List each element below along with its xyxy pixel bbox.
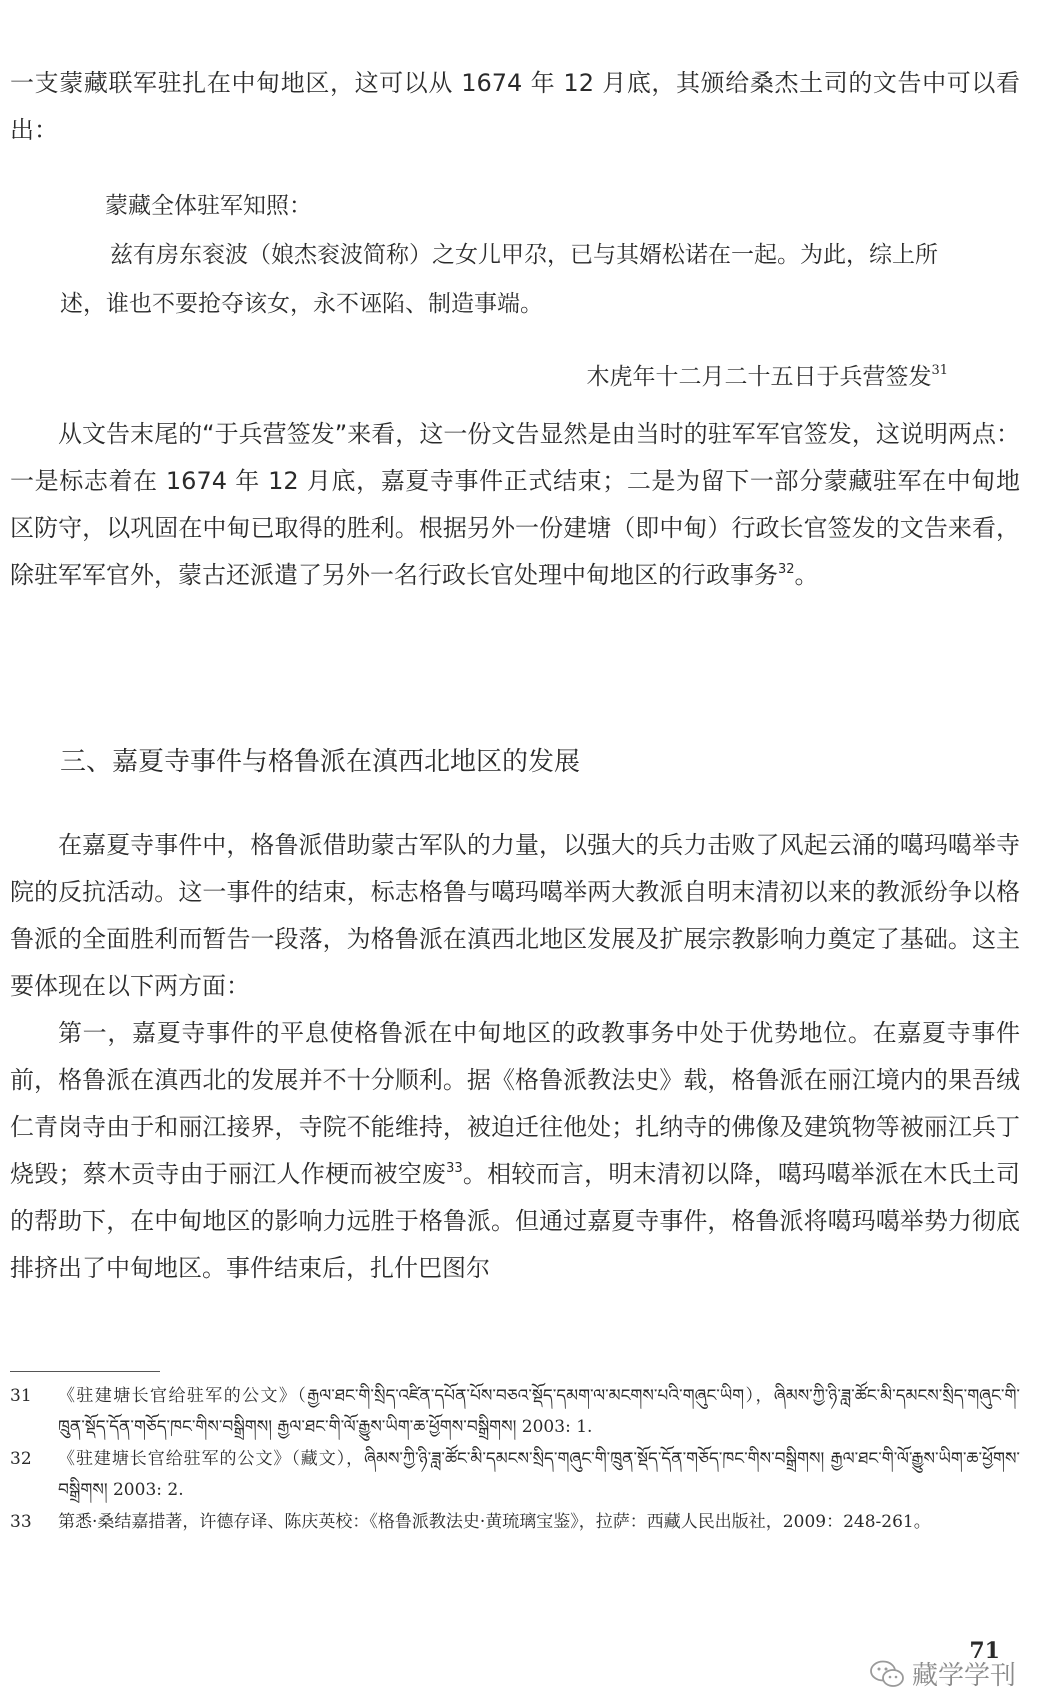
watermark-text: 藏学学刊 [911, 1661, 1016, 1691]
footnote-divider [10, 1371, 160, 1372]
first-point-text-b: 。相较而言，明末清初以降，噶玛噶举派在木氏土司的帮助下，在中甸地区的影响力远胜于格鲁派。但通过嘉夏寺事件，格鲁派将噶玛噶举势力彻底排挤出了中甸地区。事件结束后，扎什巴图尔 [10, 1160, 1021, 1282]
watermark [870, 1655, 1016, 1692]
footnotes [10, 1381, 1020, 1539]
quote-body: 兹有房东衮波（娘杰衮波简称）之女儿甲尕，已与其婿松诺在一起。为此，综上所述，谁也不要抢夺该女，永不诬陷、制造事端。 [60, 242, 938, 317]
footnote-ref-32[interactable]: 32 [778, 562, 795, 577]
footnote-text: 《驻建塘长官给驻军的公文》（藏文），ཞིམས་ཀྱི་ཉི་ཟླ་ཚོང་མི་དམངས་སྲིད་གཞུང་གི་ཁྲུན་སྡོད་དོན་གཅོད་ཁང་གིས་བསྒྲིགས། རྒྱལ་ཐང་གི་ལོ་རྒྱུས་ཡིག་ཆ་ཕྱོགས་བསྒྲིགས། 2003: 2. [58, 1449, 1020, 1500]
quote-salutation: 蒙藏全体驻军知照： [105, 193, 312, 219]
wechat-icon [870, 1660, 904, 1688]
analysis-end: 。 [794, 561, 819, 589]
footnote-text: 《驻建塘长官给驻军的公文》（རྒྱལ་ཐང་གི་སྲིད་འཛིན་དཔོན་པོས་བཅའ་སྡོད་དམག་ལ་མངགས་པའི་གཞུང་ཡིག），ཞིམས་ཀྱི་ཉི་ཟླ་ཚོང་མི་དམངས་སྲིད་གཞུང་གི་ཁྲུན་སྡོད་དོན་གཅོད་ཁང་གིས་བསྒྲིགས། རྒྱལ་ཐང་གི་ལོ་རྒྱུས་ཡིག་ཆ་ཕྱོགས་བསྒྲིགས། 2003: 1. [58, 1386, 1020, 1437]
analysis-paragraph [10, 411, 1020, 599]
footnote-31 [10, 1381, 1020, 1443]
footnote-33 [10, 1507, 1020, 1538]
footnote-number: 32 [10, 1449, 32, 1469]
footnote-ref-31[interactable]: 31 [931, 363, 948, 378]
quote-signoff [586, 358, 948, 391]
analysis-text: 从文告末尾的“于兵营签发”来看，这一份文告显然是由当时的驻军军官签发，这说明两点：一是标志着在 1674 年 12 月底，嘉夏寺事件正式结束；二是为留下一部分蒙藏驻军在中甸地区防守，以巩固在中甸已取得的胜利。根据另外一份建塘（即中甸）行政长官签发的文告来看，除驻军军官外，蒙古还派遣了另外一名行政长官处理中甸地区的行政事务 [10, 420, 1020, 589]
footnote-number: 31 [10, 1386, 32, 1406]
section-intro-paragraph: 在嘉夏寺事件中，格鲁派借助蒙古军队的力量，以强大的兵力击败了风起云涌的噶玛噶举寺院的反抗活动。这一事件的结束，标志格鲁与噶玛噶举两大教派自明末清初以来的教派纷争以格鲁派的全面胜利而暂告一段落，为格鲁派在滇西北地区发展及扩展宗教影响力奠定了基础。这主要体现在以下两方面： [10, 831, 1020, 1000]
first-point-text-a: 第一，嘉夏寺事件的平息使格鲁派在中甸地区的政教事务中处于优势地位。在嘉夏寺事件前，格鲁派在滇西北的发展并不十分顺利。据《格鲁派教法史》载，格鲁派在丽江境内的果吾绒仁青岗寺由于和丽江接界，寺院不能维持，被迫迁往他处；扎纳寺的佛像及建筑物等被丽江兵丁烧毁；蔡木贡寺由于丽江人作梗而被空废 [10, 1019, 1020, 1188]
signoff-text: 木虎年十二月二十五日于兵营签发 [586, 364, 932, 390]
footnote-number: 33 [10, 1512, 32, 1532]
first-point-paragraph [10, 1010, 1020, 1292]
page-number: 71 [969, 1638, 1000, 1664]
footnote-32 [10, 1444, 1020, 1506]
intro-paragraph: 一支蒙藏联军驻扎在中甸地区，这可以从 1674 年 12 月底，其颁给桑杰土司的文告中可以看出： [10, 69, 1020, 144]
footnote-ref-33[interactable]: 33 [446, 1161, 463, 1176]
section-heading: 三、嘉夏寺事件与格鲁派在滇西北地区的发展 [60, 747, 581, 777]
footnote-text: 第悉·桑结嘉措著，许德存译、陈庆英校：《格鲁派教法史·黄琉璃宝鉴》，拉萨：西藏人民出版社，2009：248-261。 [58, 1512, 931, 1532]
